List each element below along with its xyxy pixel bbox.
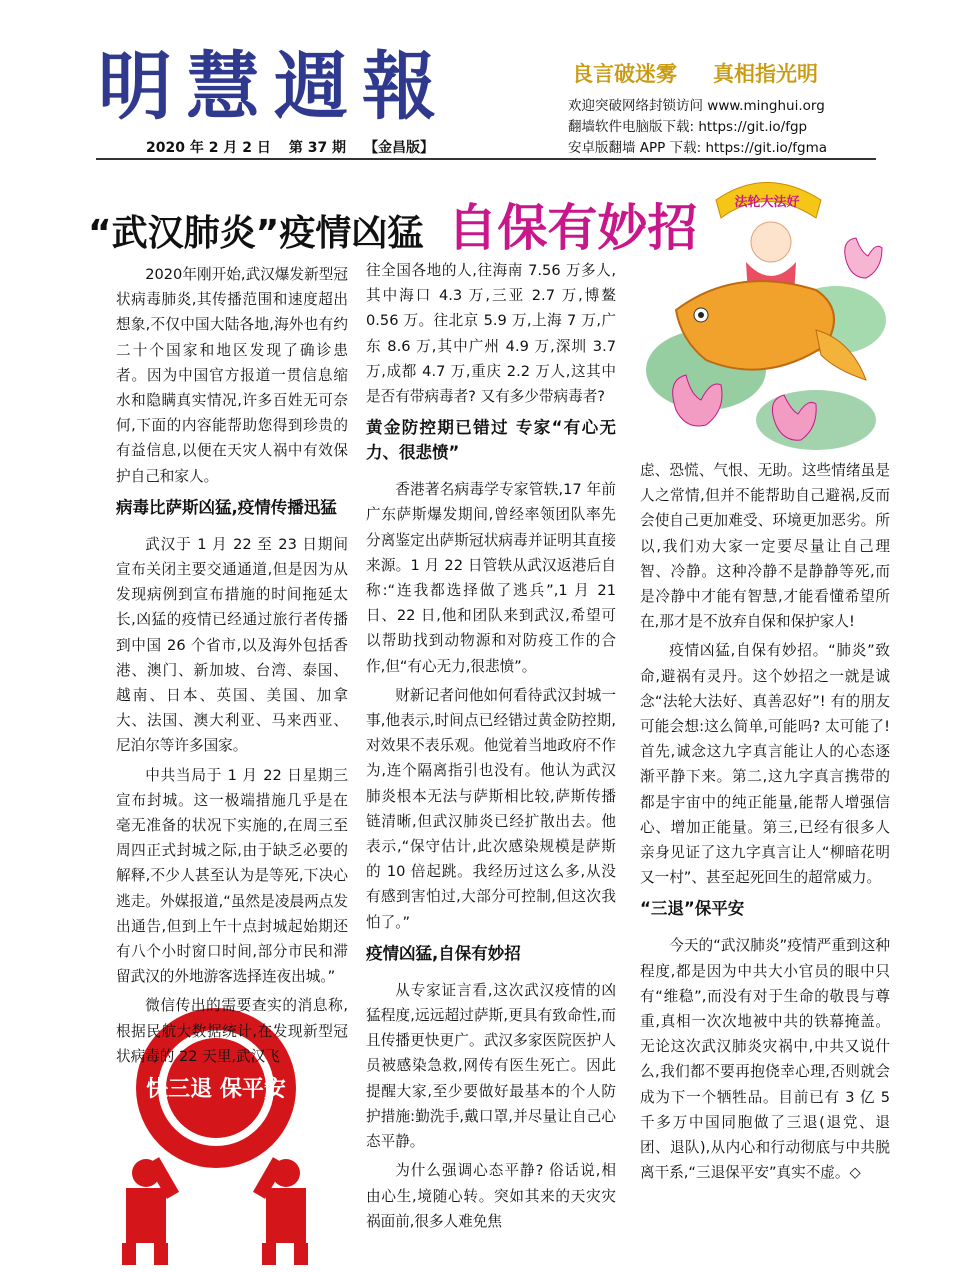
col2-paragraph: 从专家证言看,这次武汉疫情的凶猛程度,远远超过萨斯,更具有致命性,而且传播更快更广。武汉多家医院医护人员被感染急救,网传有医生死亡。因此提醒大家,至少要做好最基本的个人防护措施:勤洗手,戴口罩,并尽量让自己心态平静。 — [366, 981, 616, 1151]
col2-paragraph: 为什么强调心态平静? 俗话说,相由心生,境随心转。突如其来的天灾灾祸面前,很多人难免焦 — [366, 1162, 616, 1230]
masthead-title: 明慧週報 — [98, 44, 450, 130]
fish-child-illustration — [646, 170, 886, 460]
slogan-left: 良言破迷雾 — [572, 62, 677, 86]
article-column-1 — [116, 262, 348, 1073]
headline-highlight: 自保有妙招 — [447, 199, 698, 257]
slogan-right: 真相指光明 — [713, 62, 818, 86]
issue-edition: 【金昌版】 — [364, 140, 435, 156]
col1-paragraph: 武汉于 1 月 22 至 23 日期间宣布关闭主要交通通道,但是因为从发现病例到宣布措施的时间拖延太长,凶猛的疫情已经通过旅行者传播到中国 26 个省市,以及海外包括香港、澳门、新加坡、台湾、泰国、越南、日本、英国、美国、加拿大、法国、澳大利亚、马来西亚、尼泊尔等许多国家。 — [116, 535, 348, 755]
article-column-3 — [640, 458, 890, 1189]
header-rule — [96, 158, 876, 160]
fish-child-svg — [646, 170, 886, 460]
headline-main: “武汉肺炎”疫情凶猛 — [88, 213, 424, 254]
col2-subheading: 疫情凶猛,自保有妙招 — [366, 943, 521, 963]
issue-date: 2020 年 2 月 2 日 — [146, 140, 271, 156]
banner-text: 法轮大法好 — [734, 195, 800, 210]
col1-paragraph: 微信传出的需要查实的消息称,根据民航大数据统计,在发现新型冠状病毒的 22 天里,武汉飞 — [116, 997, 348, 1065]
link-pc-download: 翻墙软件电脑版下载: https://git.io/fgp — [568, 119, 808, 135]
col3-paragraph: 虑、恐慌、气恨、无助。这些情绪虽是人之常情,但并不能帮助自己避祸,反而会使自己更加难受、环境更加恶劣。所以,我们劝大家一定要尽量让自己理智、冷静。这种冷静不是静静等死,而是冷静中才能有智慧,才能看懂希望所在,那才是不放弃自保和保护家人! — [640, 462, 890, 631]
col1-subheading: 病毒比萨斯凶猛,疫情传播迅猛 — [116, 497, 337, 517]
article-column-2 — [366, 258, 616, 1238]
slogan — [572, 58, 902, 88]
col3-paragraph: 今天的“武汉肺炎”疫情严重到这种程度,都是因为中共大小官员的眼中只有“维稳”,而没有对于生命的敬畏与尊重,真相一次次地被中共的铁幕掩盖。无论这次武汉肺炎灾祸中,中共又说什么,我们都不要再抱侥幸心理,否则就会成为下一个牺牲品。目前已有 3 亿 5 千多万中国同胞做了三退(退党、退团、退队),从内心和行动彻底与中共脱离干系,“三退保平安”真实不虚。◇ — [640, 937, 890, 1182]
link-android-download: 安卓版翻墙 APP 下载: https://git.io/fgma — [568, 140, 828, 156]
col2-paragraph: 香港著名病毒学专家管轶,17 年前广东萨斯爆发期间,曾经率领团队率先分离鉴定出萨斯冠状病毒并证明其直接来源。1 月 22 日管轶从武汉返港后自称:“连我都选择做了逃兵”,1 月 21 日、22 日,他和团队来到武汉,希望可以帮助找到动物源和对防疫工作的合作,但“有心无力,很悲愤”。 — [366, 481, 616, 675]
issue-number: 第 37 期 — [288, 140, 347, 156]
col2-paragraph: 财新记者问他如何看待武汉封城一事,他表示,时间点已经错过黄金防控期,对效果不表乐观。他觉着当地政府不作为,连个隔离指引也没有。他认为武汉肺炎根本无法与萨斯相比较,萨斯传播链清晰,但武汉肺炎已经扩散出去。他表示,“保守估计,此次感染规模是萨斯的 10 倍起跳。我经历过这么多,从没有感到害怕过,大部分可控制,但这次我怕了。” — [366, 686, 616, 931]
col3-paragraph: 疫情凶猛,自保有妙招。“肺炎”致命,避祸有灵丹。这个妙招之一就是诚念“法轮大法好、真善忍好”! 有的朋友可能会想:这么简单,可能吗? 太可能了! 首先,诚念这九字真言能让人的心态逐渐平静下来。第二,这九字真言携带的都是宇宙中的纯正能量,能帮人增强信心、增加正能量。第三,已经有很多人亲身见证了这九字真言让人“柳暗花明又一村”、甚至起死回生的超常威力。 — [640, 642, 890, 887]
col2-subheading: 黄金防控期已错过 专家“有心无力、很悲愤” — [366, 418, 616, 463]
link-website: 欢迎突破网络封锁访问 www.minghui.org — [568, 98, 825, 114]
access-links — [568, 96, 908, 159]
col2-paragraph: 往全国各地的人,往海南 7.56 万多人,其中海口 4.3 万,三亚 2.7 万,博鳌 0.56 万。往北京 5.9 万,上海 7 万,广东 8.6 万,其中广州 4.9 万,深圳 3.7 万,成都 4.7 万,重庆 2.2 万人,这其中是否有带病毒者? 又有多少带病毒者? — [366, 262, 616, 406]
headline — [88, 188, 697, 260]
issue-info — [146, 137, 452, 157]
papercut-text: 快三退 保平安 — [146, 1077, 286, 1102]
col1-paragraph: 2020年刚开始,武汉爆发新型冠状病毒肺炎,其传播范围和速度超出想象,不仅中国大陆各地,海外也有约二十个国家和地区发现了确诊患者。因为中国官方报道一贯信息缩水和隐瞒真实情况,许多百姓无可奈何,下面的内容能帮助您得到珍贵的有益信息,以便在天灾人祸中有效保护自己和家人。 — [116, 266, 348, 485]
col3-subheading: “三退”保平安 — [640, 899, 745, 919]
col1-paragraph: 中共当局于 1 月 22 日星期三宣布封城。这一极端措施几乎是在毫无准备的状况下实施的,在周三至周四正式封城之际,由于缺乏必要的解释,不少人甚至认为是等死,下决心逃走。外媒报道,“虽然是凌晨两点发出通告,但到上午十点封城起始期还有八个小时窗口时间,部分市民和滞留武汉的外地游客选择连夜出城。” — [116, 766, 348, 986]
